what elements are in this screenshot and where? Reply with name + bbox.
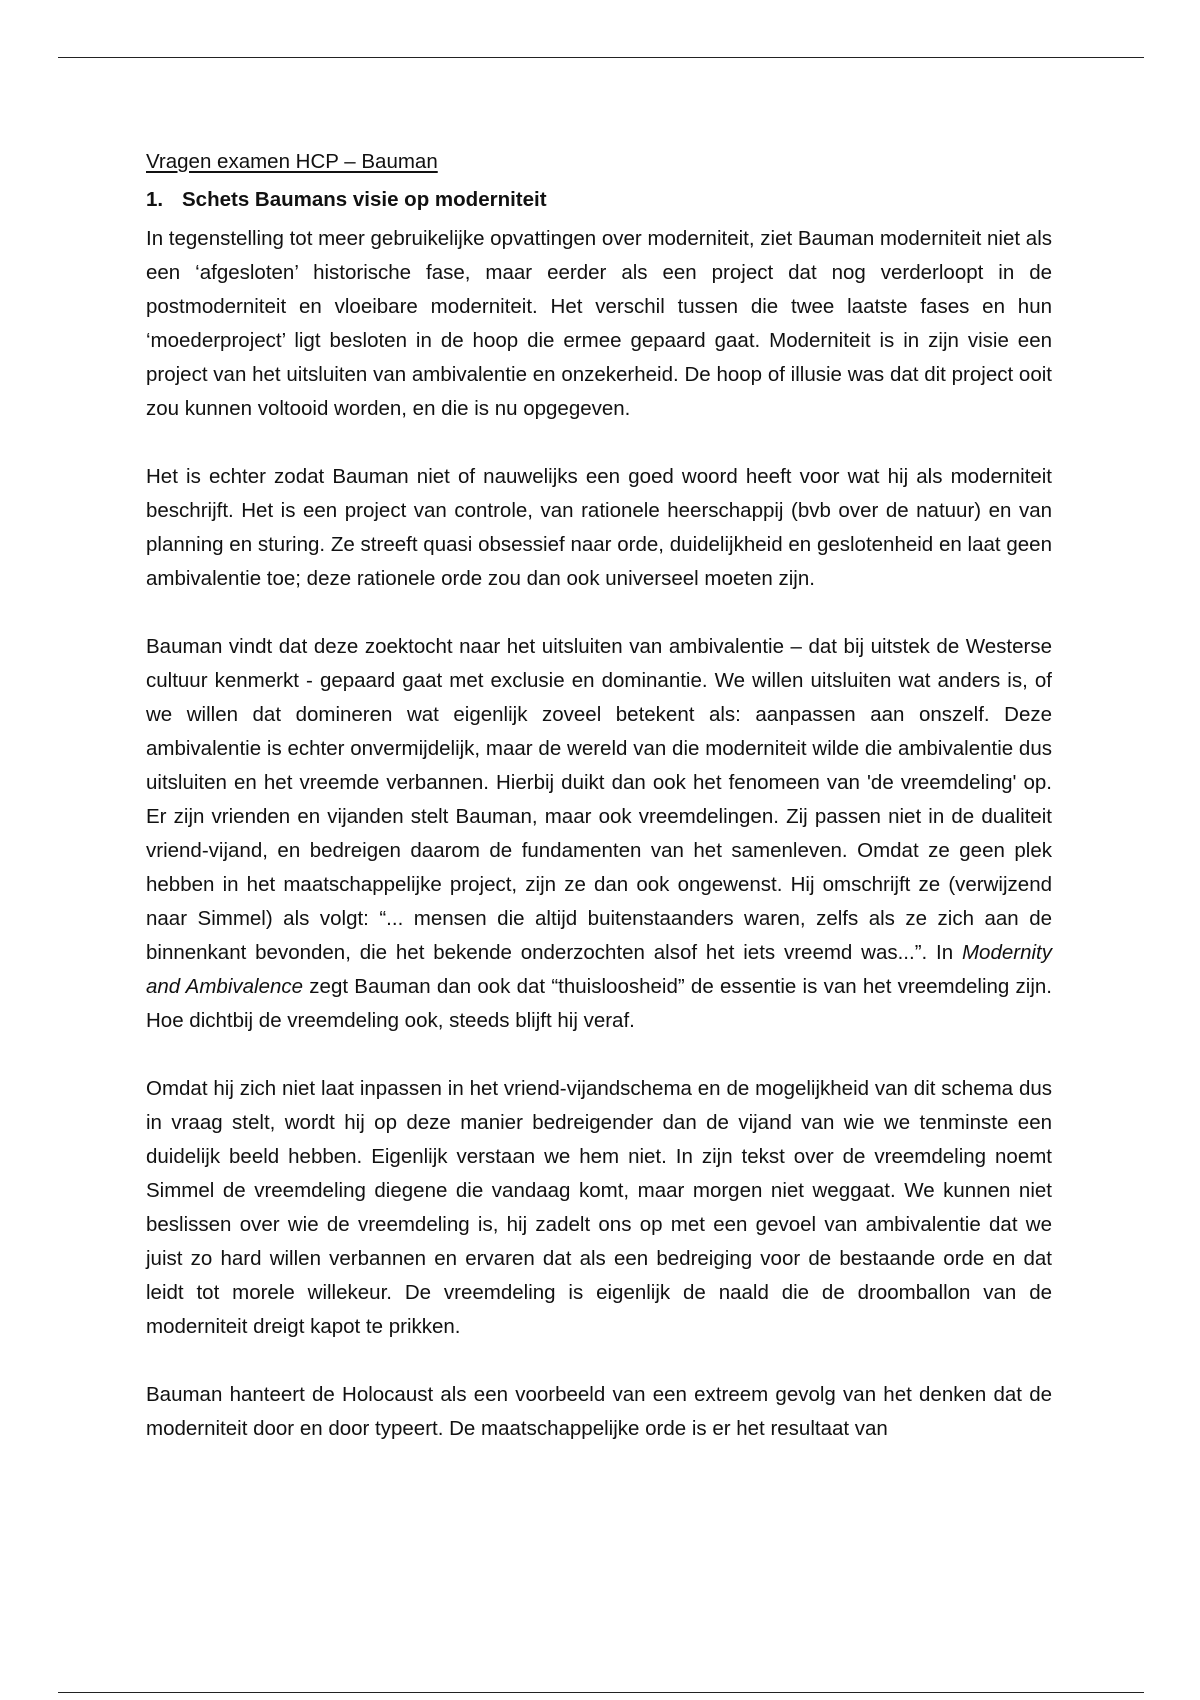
paragraph-2: Het is echter zodat Bauman niet of nauwelijks een goed woord heeft voor wat hij als moderniteit beschrijft. Het is een project van controle, van rationele heerschappij (bvb over de natuur) en van planning en sturing. Ze streeft quasi obsessief naar orde, duidelijkheid en geslotenheid en laat geen ambivalentie toe; deze rationele orde zou dan ook universeel moeten zijn. — [146, 465, 1052, 590]
question-heading — [146, 184, 1052, 216]
paragraph-3-text-after: zegt Bauman dan ook dat “thuisloosheid” de essentie is van het vreemdeling zijn. Hoe dichtbij de vreemdeling ook, steeds blijft hij veraf. — [146, 975, 1052, 1032]
paragraph-1: In tegenstelling tot meer gebruikelijke opvattingen over moderniteit, ziet Bauman moderniteit niet als een ‘afgesloten’ historische fase, maar eerder als een project dat nog verderloopt in de postmoderniteit en vloeibare moderniteit. Het verschil tussen die twee laatste fases en hun ‘moederproject’ ligt besloten in de hoop die ermee gepaard gaat. Moderniteit is in zijn visie een project van het uitsluiten van ambivalentie en onzekerheid. De hoop of illusie was dat dit project ooit zou kunnen voltooid worden, en die is nu opgegeven. — [146, 227, 1052, 420]
paragraph-4: Omdat hij zich niet laat inpassen in het vriend-vijandschema en de mogelijkheid van dit schema dus in vraag stelt, wordt hij op deze manier bedreigender dan de vijand van wie we tenminste een duidelijk beeld hebben. Eigenlijk verstaan we hem niet. In zijn tekst over de vreemdeling noemt Simmel de vreemdeling diegene die vandaag komt, maar morgen niet weggaat. We kunnen niet beslissen over wie de vreemdeling is, hij zadelt ons op met een gevoel van ambivalentie dat we juist zo hard willen verbannen en ervaren dat als een bedreiging voor de bestaande orde en dat leidt tot morele willekeur. De vreemdeling is eigenlijk de naald die de droomballon van de moderniteit dreigt kapot te prikken. — [146, 1077, 1052, 1338]
paragraph-5: Bauman hanteert de Holocaust als een voorbeeld van een extreem gevolg van het denken dat de moderniteit door en door typeert. De maatschappelijke orde is er het resultaat van — [146, 1383, 1052, 1440]
book-title-italic: Modernity and Ambivalence — [146, 941, 1052, 998]
paragraph-3 — [146, 630, 1052, 1038]
page-bottom-rule — [58, 1692, 1144, 1693]
document-body — [146, 146, 1052, 1480]
paragraph-3-text-before: Bauman vindt dat deze zoektocht naar het uitsluiten van ambivalentie – dat bij uitstek de Westerse cultuur kenmerkt - gepaard gaat met exclusie en dominantie. We willen uitsluiten wat anders is, of we willen dat domineren wat eigenlijk zoveel betekent als: aanpassen aan onszelf. Deze ambivalentie is echter onvermijdelijk, maar de wereld van die moderniteit wilde die ambivalentie dus uitsluiten en het vreemde verbannen. Hierbij duikt dan ook het fenomeen van 'de vreemdeling' op. Er zijn vrienden en vijanden stelt Bauman, maar ook vreemdelingen. Zij passen niet in de dualiteit vriend-vijand, en bedreigen daarom de fundamenten van het samenleven. Omdat ze geen plek hebben in het maatschappelijke project, zijn ze dan ook ongewenst. Hij omschrijft ze (verwijzend naar Simmel) als volgt: “... mensen die altijd buitenstaanders waren, zelfs als ze zich aan de binnenkant bevonden, die het bekende onderzochten alsof het iets vreemd was...”. In — [146, 635, 1052, 964]
page-top-rule — [58, 57, 1144, 58]
question-text: Schets Baumans visie op moderniteit — [182, 188, 547, 211]
question-number: 1. — [146, 188, 164, 211]
document-title: Vragen examen HCP – Bauman — [146, 150, 438, 173]
